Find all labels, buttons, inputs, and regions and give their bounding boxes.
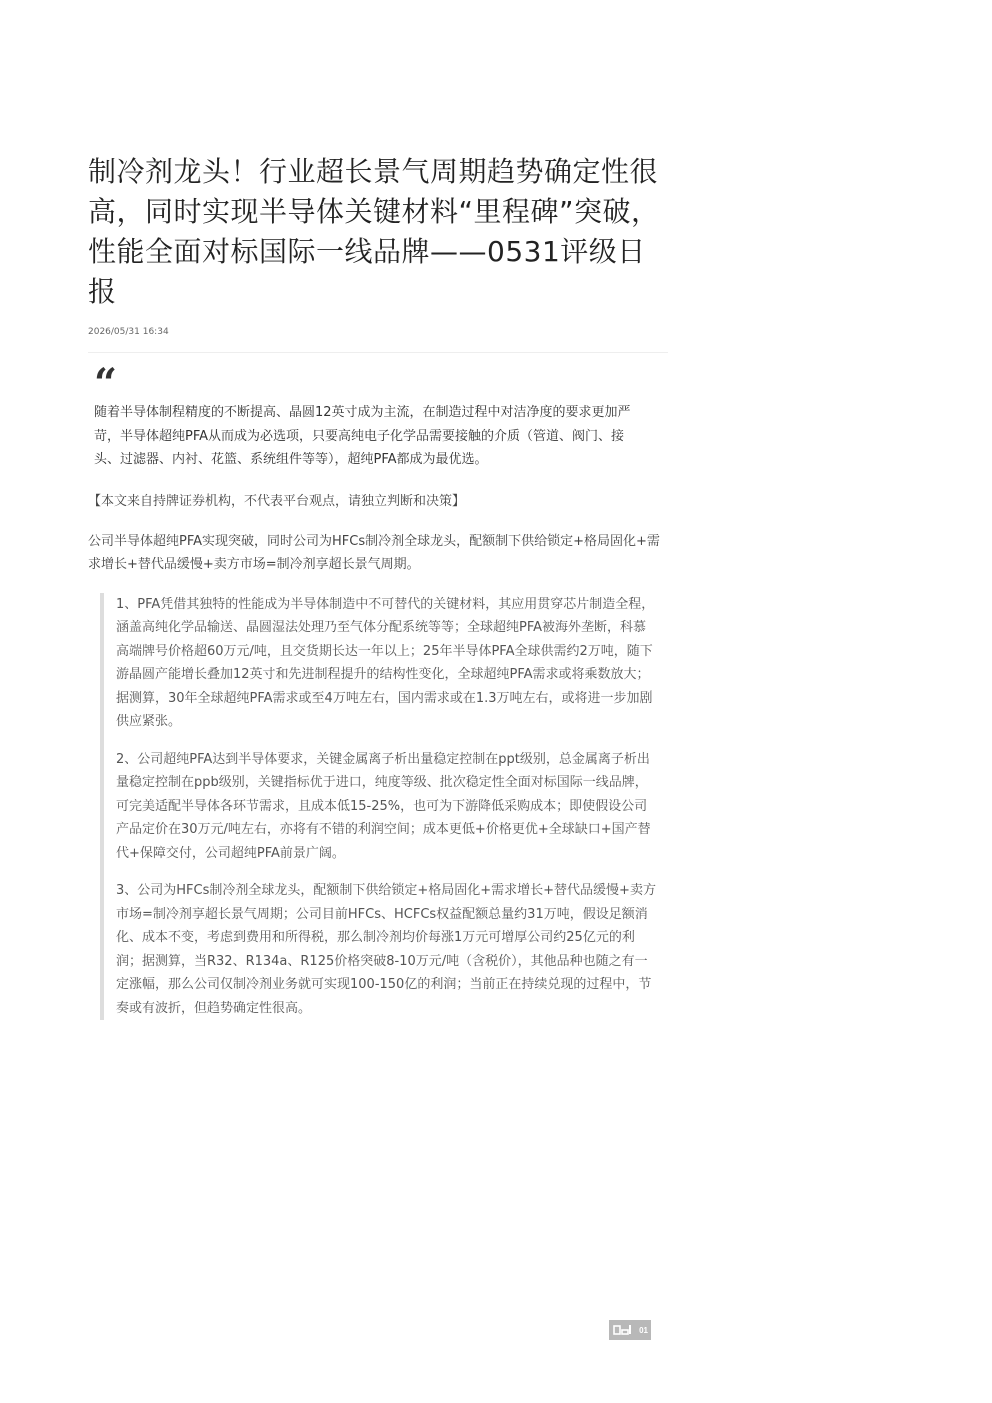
lead-quote-text: 随着半导体制程精度的不断提高、晶圆12英寸成为主流，在制造过程中对洁净度的要求更加严苛，半导体超纯PFA从而成为必选项，只要高纯电子化学品需要接触的介质（管道、阀门、接头、过滤器、内衬、花篮、系统组件等等），超纯PFA都成为最优选。 — [94, 405, 631, 467]
article-title: 制冷剂龙头！行业超长景气周期趋势确定性很高，同时实现半导体关键材料“里程碑”突破，性能全面对标国际一线品牌——0531评级日报 — [88, 155, 660, 308]
key-point-3: 3、公司为HFCs制冷剂全球龙头，配额制下供给锁定+格局固化+需求增长+替代品缓慢+卖方市场=制冷剂享超长景气周期；公司目前HFCs、HCFCs权益配额总量约31万吨，假设足额消化、成本不变，考虑到费用和所得税，那么制冷剂均价每涨1万元可增厚公司约25亿元的利润；据测算，当R32、R134a、R125价格突破8-10万元/吨（含税价），其他品种也随之有一定涨幅，那么公司仅制冷剂业务就可实现100-150亿的利润；当前正在持续兑现的过程中，节奏或有波折，但趋势确定性很高。 — [116, 883, 656, 1016]
publish-date: 2026/05/31 16:34 — [88, 327, 169, 337]
key-point-2: 2、公司超纯PFA达到半导体要求，关键金属离子析出量稳定控制在ppt级别，总金属离子析出量稳定控制在ppb级别，关键指标优于进口，纯度等级、批次稳定性全面对标国际一线品牌，可完美适配半导体各环节需求，且成本低15-25%，也可为下游降低采购成本；即使假设公司产品定价在30万元/吨左右，亦将有不错的利润空间；成本更低+价格更优+全球缺口+国产替代+保障交付，公司超纯PFA前景广阔。 — [116, 751, 651, 861]
lead-quote — [88, 360, 668, 472]
brand-logo-icon — [613, 1324, 633, 1336]
quote-mark-icon: “ — [94, 360, 118, 407]
article — [88, 152, 668, 1020]
divider — [88, 352, 668, 353]
page-number-badge — [609, 1320, 651, 1340]
summary-paragraph: 公司半导体超纯PFA实现突破，同时公司为HFCs制冷剂全球龙头，配额制下供给锁定+格局固化+需求增长+替代品缓慢+卖方市场=制冷剂享超长景气周期。 — [88, 533, 660, 572]
page-number: 01 — [639, 1325, 648, 1335]
disclaimer: 【本文来自持牌证券机构，不代表平台观点，请独立判断和决策】 — [88, 493, 466, 509]
key-points-blockquote — [100, 593, 656, 1021]
key-point-1: 1、PFA凭借其独特的性能成为半导体制造中不可替代的关键材料，其应用贯穿芯片制造全程，涵盖高纯化学品输送、晶圆湿法处理乃至气体分配系统等等；全球超纯PFA被海外垄断，科慕高端牌号价格超60万元/吨，且交货期长达一年以上；25年半导体PFA全球供需约2万吨，随下游晶圆产能增长叠加12英寸和先进制程提升的结构性变化，全球超纯PFA需求或将乘数放大；据测算，30年全球超纯PFA需求或至4万吨左右，国内需求或在1.3万吨左右，或将进一步加剧供应紧张。 — [116, 596, 655, 729]
